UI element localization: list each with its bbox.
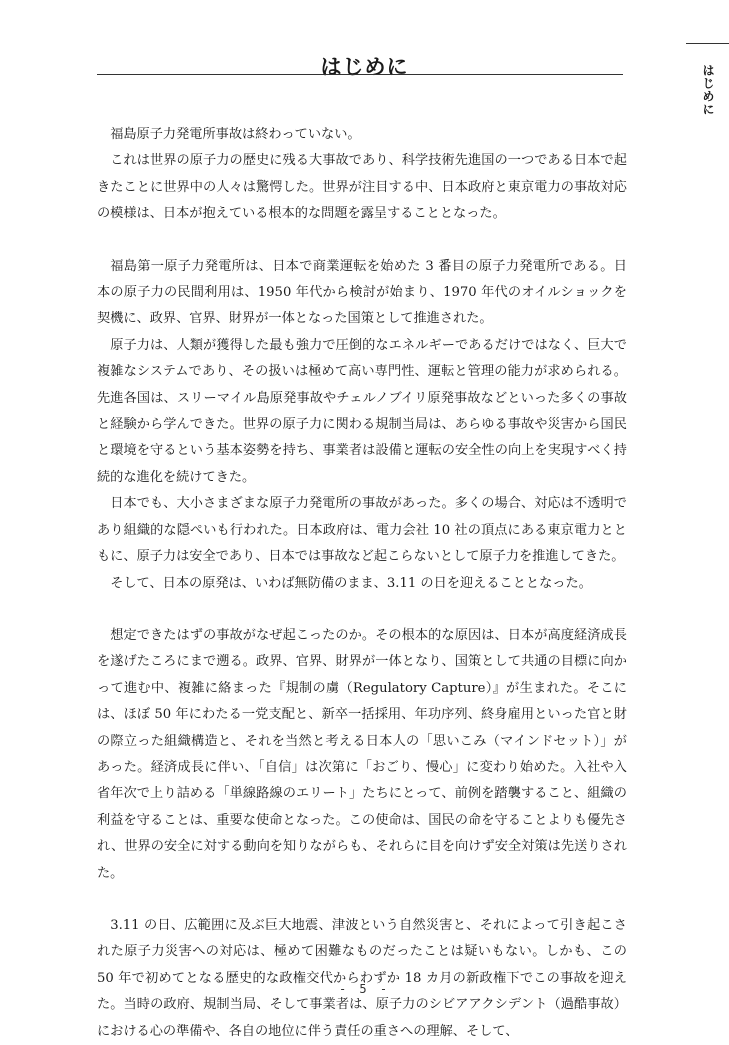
paragraph: そして、日本の原発は、いわば無防備のまま、3.11 の日を迎えることとなった。 (110, 575, 592, 591)
title-divider (97, 74, 623, 75)
page-title: はじめに (320, 55, 409, 80)
section-gap (97, 887, 627, 913)
paragraph: 福島原子力発電所事故は終わっていない。 (110, 127, 361, 142)
paragraph: 福島第一原子力発電所は、日本で商業運転を始めた 3 番目の原子力発電所である。日本の原子力の民間利用は、1950 年代から検討が始まり、1970 年代のオイルショックを契機に、政界、官界、財界が一体となった国策として推進された。 (97, 258, 627, 327)
section-gap (97, 597, 627, 623)
body-text (97, 122, 627, 1045)
side-chapter-tab: はじめに (701, 64, 715, 116)
side-tab-divider (686, 43, 729, 44)
paragraph: 想定できたはずの事故がなぜ起こったのか。その根本的な原因は、日本が高度経済成長を遂げたころにまで遡る。政界、官界、財界が一体となり、国策として共通の目標に向かって進む中、複雑に絡まった『規制の虜（Regulatory Capture）』が生まれた。そこには、ほぼ 50 年にわたる一党支配と、新卒一括採用、年功序列、終身雇用といった官と財の際立った組織構造と、それを当然と考える日本人の「思いこみ（マインドセット）」があった。経済成長に伴い、「自信」は次第に「おごり、慢心」に変わり始めた。入社や入省年次で上り詰める「単線路線のエリート」たちにとって、前例を踏襲すること、組織の利益を守ることは、重要な使命となった。この使命は、国民の命を守ることよりも優先され、世界の安全に対する動向を知りながらも、それらに目を向けず安全対策は先送りされた。 (97, 627, 627, 881)
page-number: - 5 - (338, 982, 391, 996)
section-gap (97, 228, 627, 254)
paragraph: 原子力は、人類が獲得した最も強力で圧倒的なエネルギーであるだけではなく、巨大で複雑なシステムであり、その扱いは極めて高い専門性、運転と管理の能力が求められる。先進各国は、スリーマイル島原発事故やチェルノブイリ原発事故などといった多くの事故と経験から学んできた。世界の原子力に関わる規制当局は、あらゆる事故や災害から国民と環境を守るという基本姿勢を持ち、事業者は設備と運転の安全性の向上を実現すべく持続的な進化を続けてきた。 (97, 337, 627, 485)
paragraph: これは世界の原子力の歴史に残る大事故であり、科学技術先進国の一つである日本で起きたことに世界中の人々は驚愕した。世界が注目する中、日本政府と東京電力の事故対応の模様は、日本が抱えている根本的な問題を露呈することとなった。 (97, 153, 627, 222)
paragraph: 3.11 の日、広範囲に及ぶ巨大地震、津波という自然災害と、それによって引き起こされた原子力災害への対応は、極めて困難なものだったことは疑いもない。しかも、この 50 年で初めてとなる歴史的な政権交代からわずか 18 カ月の新政権下でこの事故を迎えた。当時の政府、規制当局、そして事業者は、原子力のシビアアクシデント（過酷事故）における心の準備や、各自の地位に伴う責任の重さへの理解、そして、 (97, 917, 627, 1039)
paragraph: 日本でも、大小さまざまな原子力発電所の事故があった。多くの場合、対応は不透明であり組織的な隠ぺいも行われた。日本政府は、電力会社 10 社の頂点にある東京電力とともに、原子力は安全であり、日本では事故など起こらないとして原子力を推進してきた。 (97, 496, 627, 565)
